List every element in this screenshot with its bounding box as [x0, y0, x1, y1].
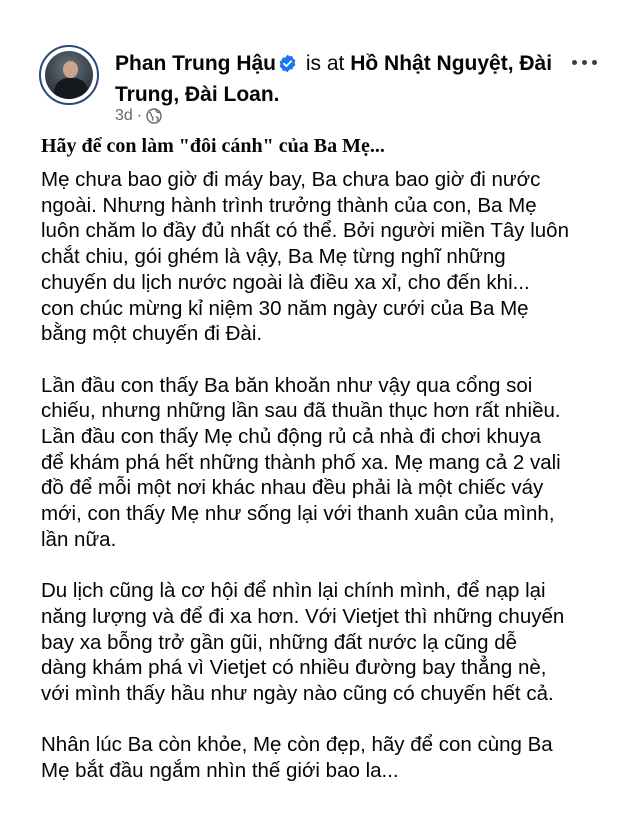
post-title: Hãy để con làm "đôi cánh" của Ba Mẹ... [41, 135, 385, 157]
globe-icon[interactable] [146, 108, 162, 124]
more-dot [592, 60, 597, 65]
post-paragraph: Nhân lúc Ba còn khỏe, Mẹ còn đẹp, hãy để con cùng Ba Mẹ bắt đầu ngắm nhìn thế giới bao la... [41, 733, 553, 783]
more-dot [582, 60, 587, 65]
post-header [115, 48, 565, 110]
post-paragraph: Mẹ chưa bao giờ đi máy bay, Ba chưa bao giờ đi nước ngoài. Nhưng hành trình trưởng thành của con, Ba Mẹ luôn chăm lo đầy đủ nhất có thể. Bởi người miền Tây luôn chắt chiu, gói ghém là vậy, Ba Mẹ từng nghĩ những chuyến du lịch nước ngoài là điều xa xỉ, cho đến khi... con chúc mừng kỉ niệm 30 năm ngày cưới của Ba Mẹ bằng một chuyến đi Đài. [41, 168, 569, 346]
avatar-body [54, 78, 88, 99]
post-paragraph: Du lịch cũng là cơ hội để nhìn lại chính mình, để nạp lại năng lượng và để đi xa hơn. Với Vietjet thì những chuyến bay xa bỗng trở gần gũi, những đất nước lạ cũng dễ dàng khám phá vì Vietjet có nhiều đường bay thẳng nè, với mình thấy hầu như ngày nào cũng có chuyến hết cả. [41, 579, 565, 706]
post-paragraph: Lần đầu con thấy Ba băn khoăn như vậy qua cổng soi chiếu, nhưng những lần sau đã thuần thục hơn rất nhiều. Lần đầu con thấy Mẹ chủ động rủ cả nhà đi chơi khuya để khám phá hết những thành phố xa. Mẹ mang cả 2 vali đồ để mỗi một nơi khác nhau đều phải là một chiếc váy mới, con thấy Mẹ như sống lại với thanh xuân của mình, lần nữa. [41, 373, 561, 551]
checkin-location[interactable]: Hồ Nhật Nguyệt, Đài Trung, Đài Loan. [115, 52, 553, 106]
is-at-text: is at [305, 52, 345, 75]
verified-badge-icon [278, 54, 297, 73]
avatar-photo [45, 51, 93, 99]
author-name[interactable]: Phan Trung Hậu [115, 52, 277, 75]
post-body [41, 167, 631, 810]
more-dot [572, 60, 577, 65]
author-avatar[interactable] [39, 45, 99, 105]
post-meta [115, 107, 162, 125]
more-options-icon[interactable] [566, 52, 602, 72]
meta-separator: · [136, 107, 143, 124]
post-time[interactable]: 3d [115, 107, 133, 124]
avatar-head [63, 61, 78, 78]
